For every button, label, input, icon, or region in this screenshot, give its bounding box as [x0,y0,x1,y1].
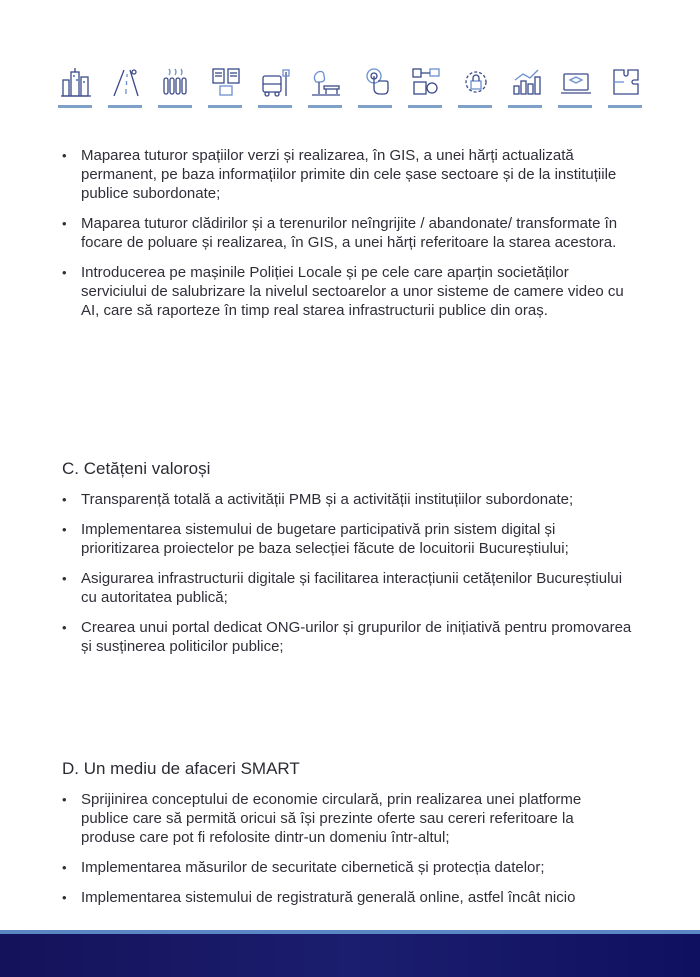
list-item: • Crearea unui portal dedicat ONG-urilor și grupurilor de inițiativă pentru promovarea și susținerea politicilor publice; [62,618,632,656]
smart-devices-icon [408,66,444,110]
footer-bar [0,934,700,977]
list-item: • Introducerea pe mașinile Poliției Locale și pe cele care aparțin societăților serviciului de salubrizare la nivelul sectoarelor a unor sisteme de camere video cu AI, care să raporteze în timp real starea infrastructurii publice din oraș. [62,263,632,320]
list-item: • Maparea tuturor clădirilor și a terenurilor neîngrijite / abandonate/ transformate în focare de poluare și realizarea, în GIS, a unei hărți referitoare la starea acestora. [62,214,632,252]
section-d-list [62,790,632,918]
list-item: • Sprijinirea conceptului de economie circulară, prin realizarea unei platforme publice care să permită oricui să își prezinte oferte sau cereri referitoare la produse care pot fi refolosite dintr-un domeniu într-altul; [62,790,632,847]
icon-strip [58,66,644,110]
city-buildings-icon [58,66,94,110]
section-d-title: D. Un mediu de afaceri SMART [62,759,300,778]
documents-icon [208,66,244,110]
road-icon [108,66,144,110]
list-item: • Implementarea sistemului de registratură generală online, astfel încât nicio [62,888,632,907]
touch-hand-icon [358,66,394,110]
bar-chart-icon [508,66,544,110]
list-item: • Implementarea sistemului de bugetare participativă prin sistem digital și prioritizarea proiectelor pe baza selecției făcute de locuitorii Bucureștiului; [62,520,632,558]
bus-station-icon [258,66,294,110]
radiator-icon [158,66,194,110]
list-item: • Implementarea măsurilor de securitate cibernetică și protecția datelor; [62,858,632,877]
cyber-security-icon [458,66,494,110]
section-c-title: C. Cetățeni valoroși [62,459,211,478]
list-item: • Maparea tuturor spațiilor verzi și realizarea, în GIS, a unei hărți actualizată permanent, pe baza informațiilor primite din cele șase sectoare și de la instituțiile publice subordonate; [62,146,632,203]
section-c-list [62,490,632,667]
online-learning-icon [558,66,594,110]
intro-list [62,146,632,331]
puzzle-icon [608,66,644,110]
list-item: • Asigurarea infrastructurii digitale și facilitarea interacțiunii cetățenilor Bucureștiului cu autoritatea publică; [62,569,632,607]
list-item: • Transparență totală a activității PMB și a activității instituțiilor subordonate; [62,490,632,509]
park-bench-icon [308,66,344,110]
